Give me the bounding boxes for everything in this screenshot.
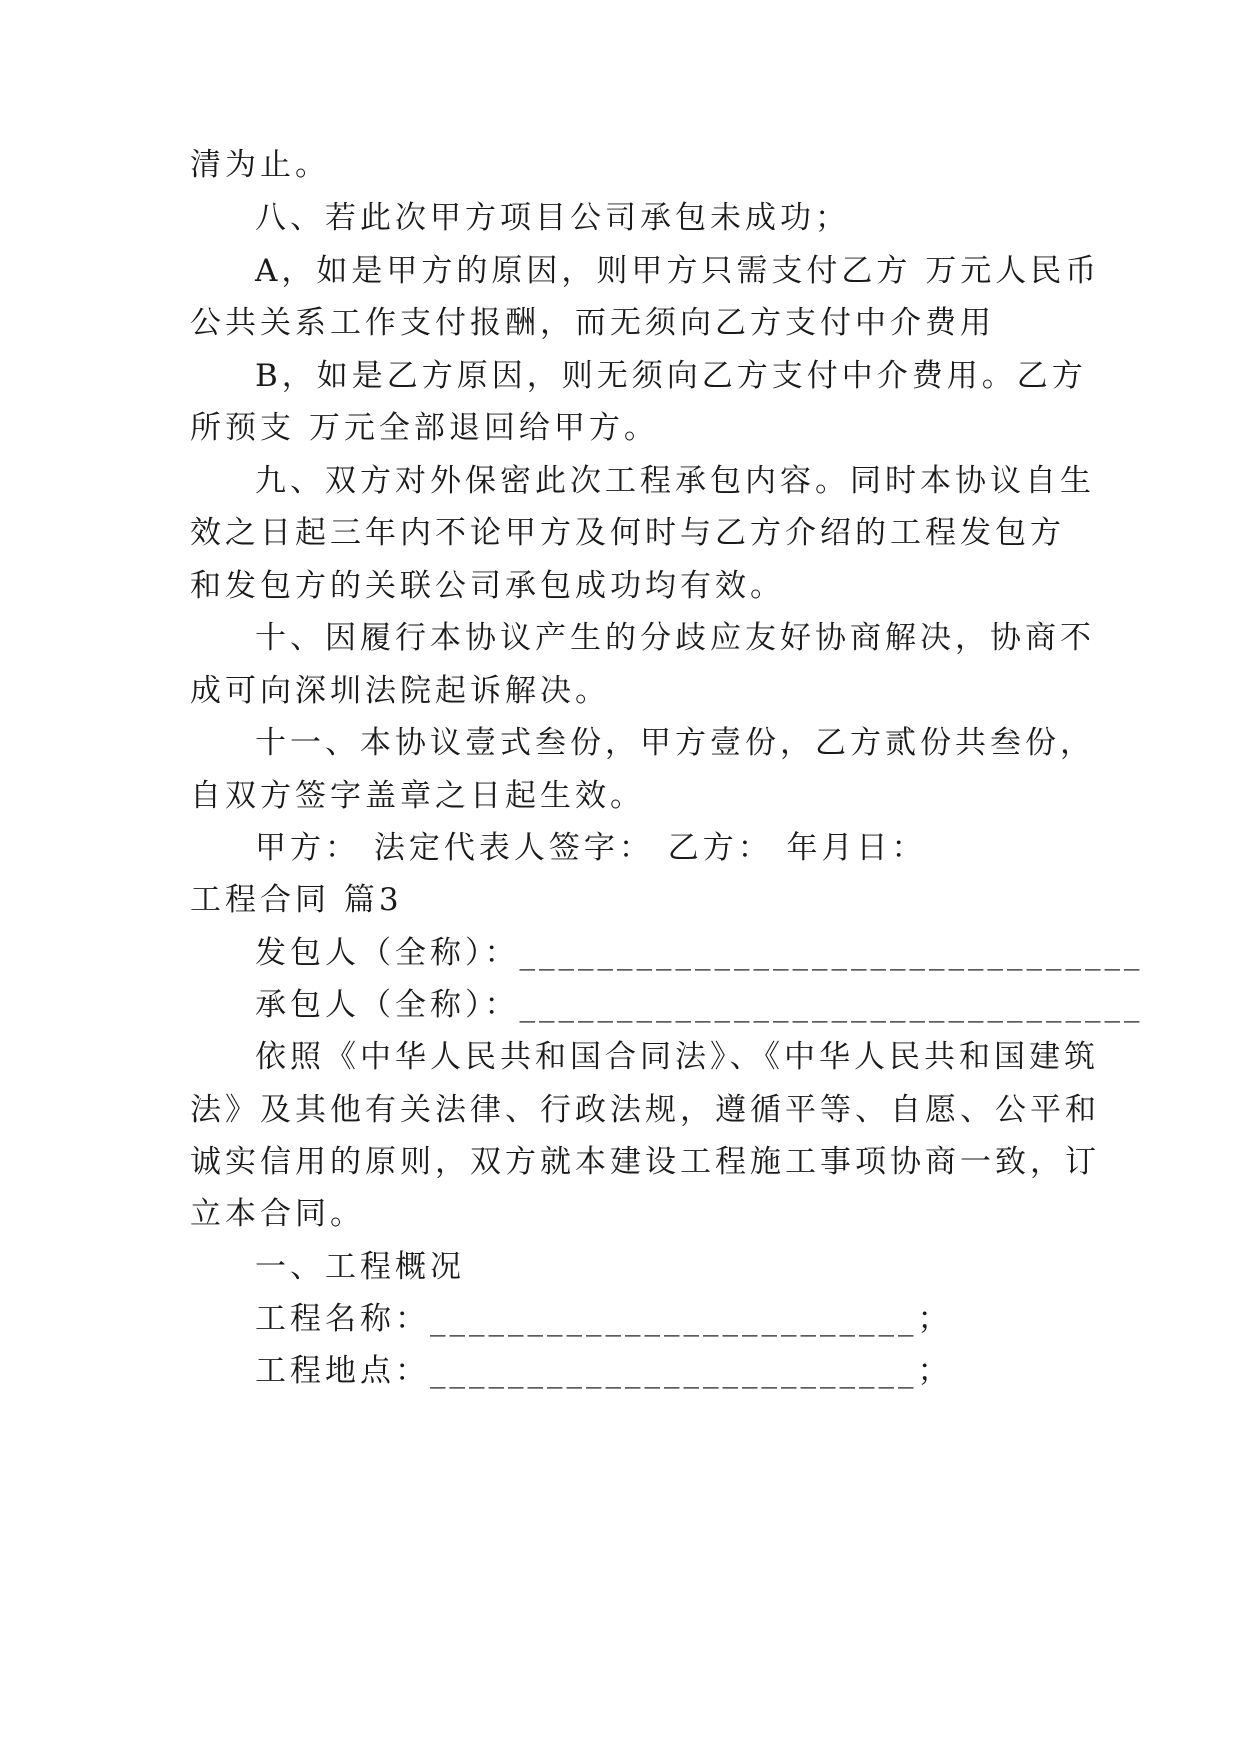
section-1-heading: 一、工程概况 <box>255 1249 465 1285</box>
contractor-field: 承包人（全称）：________________________________ <box>255 987 1144 1023</box>
section-heading: 工程合同 篇3 <box>190 882 403 918</box>
clause-10: 十、因履行本协议产生的分歧应友好协商解决，协商不 <box>255 620 1095 656</box>
preamble-line-2: 法》及其他有关法律、行政法规，遵循平等、自愿、公平和 <box>190 1092 1100 1128</box>
clause-11-cont: 自双方签字盖章之日起生效。 <box>190 778 645 814</box>
clause-10-cont: 成可向深圳法院起诉解决。 <box>190 673 610 709</box>
clause-11: 十一、本协议壹式叁份，甲方壹份，乙方贰份共叁份， <box>255 725 1095 761</box>
clause-8-b-cont: 所预支 万元全部退回给甲方。 <box>190 410 659 446</box>
clause-8-a: A，如是甲方的原因，则甲方只需支付乙方 万元人民币 <box>255 253 1101 289</box>
clause-8-b: B，如是乙方原因，则无须向乙方支付中介费用。乙方 <box>255 358 1087 394</box>
project-name-field: 工程名称：_________________________； <box>255 1301 953 1337</box>
preamble-line-4: 立本合同。 <box>190 1196 365 1232</box>
clause-8-a-cont: 公共关系工作支付报酬，而无须向乙方支付中介费用 <box>190 305 995 341</box>
clause-9: 九、双方对外保密此次工程承包内容。同时本协议自生 <box>255 463 1095 499</box>
project-location-field: 工程地点：_________________________； <box>255 1353 953 1389</box>
clause-9-cont-1: 效之日起三年内不论甲方及何时与乙方介绍的工程发包方 <box>190 515 1065 551</box>
preamble-line-1: 依照《中华人民共和国合同法》、《中华人民共和国建筑 <box>255 1039 1099 1075</box>
employer-field: 发包人（全称）：________________________________ <box>255 935 1144 971</box>
text-line-continuation: 清为止。 <box>190 147 330 183</box>
clause-9-cont-2: 和发包方的关联公司承包成功均有效。 <box>190 568 785 604</box>
signature-line: 甲方： 法定代表人签字： 乙方： 年月日： <box>255 830 927 866</box>
preamble-line-3: 诚实信用的原则，双方就本建设工程施工事项协商一致，订 <box>190 1144 1100 1180</box>
clause-8: 八、若此次甲方项目公司承包未成功； <box>255 200 850 236</box>
